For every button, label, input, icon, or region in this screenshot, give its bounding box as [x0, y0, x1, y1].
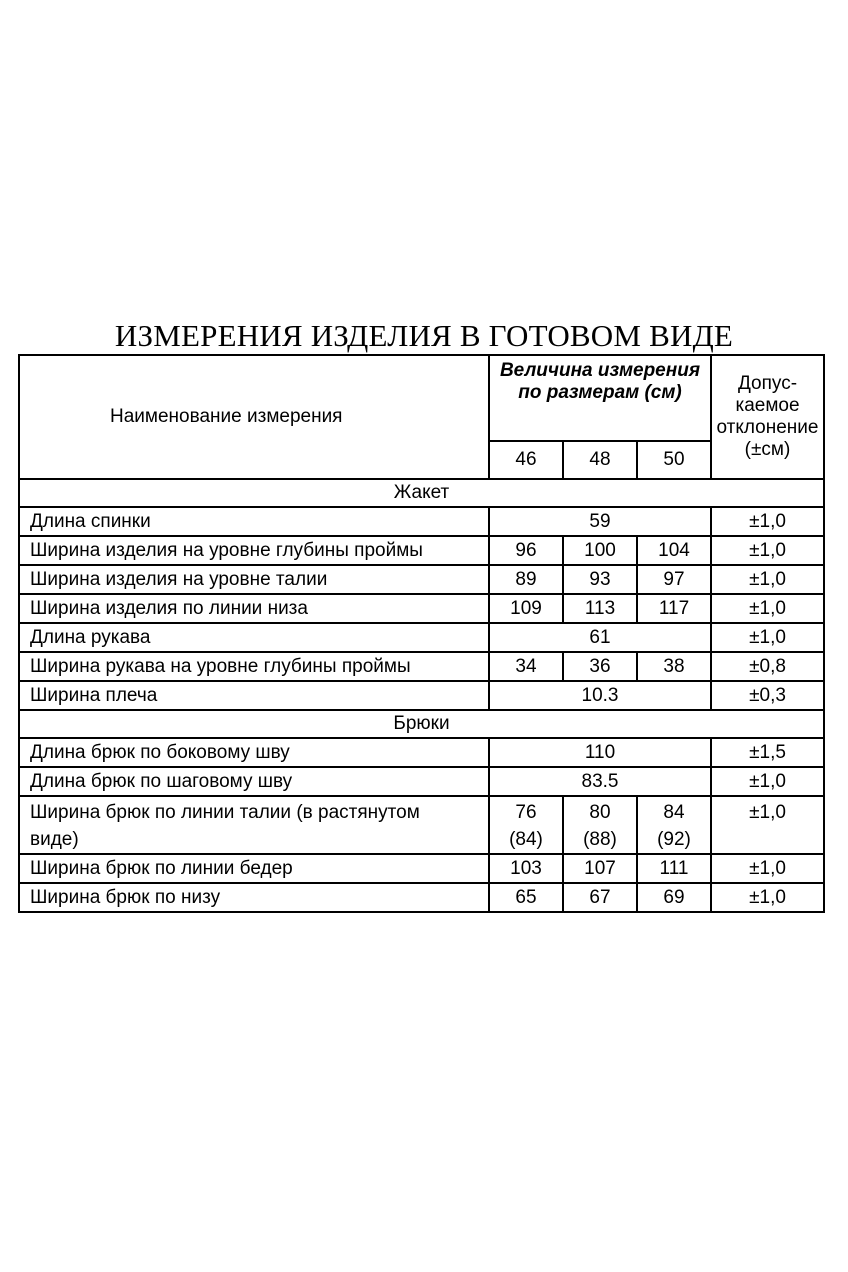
header-tol-line1: Допус- — [737, 373, 798, 394]
row-value-48 — [563, 796, 637, 854]
row-name: Ширина брюк по линии бедер — [19, 854, 489, 883]
row-name: Ширина рукава на уровне глубины проймы — [19, 652, 489, 681]
row-name — [19, 796, 489, 854]
size-46: 46 — [489, 441, 563, 479]
table-row — [19, 594, 824, 623]
header-value-line2: по размерам (см) — [518, 382, 682, 403]
header-tolerance-cell — [711, 355, 824, 479]
header-value-line1: Величина измерения — [499, 360, 701, 381]
row-tolerance: ±1,0 — [711, 796, 824, 854]
row-value: 59 — [489, 507, 711, 536]
header-tol-line3: отклонение — [716, 417, 819, 438]
row-value-46: 109 — [489, 594, 563, 623]
value-stretched: (84) — [509, 829, 543, 850]
size-50: 50 — [637, 441, 711, 479]
row-name: Длина рукава — [19, 623, 489, 652]
section-trousers: Брюки — [19, 710, 824, 738]
table-row — [19, 854, 824, 883]
table-row — [19, 536, 824, 565]
row-value-50: 117 — [637, 594, 711, 623]
value-stretched: (88) — [583, 829, 617, 850]
value-main: 80 — [589, 802, 611, 823]
row-value-48: 107 — [563, 854, 637, 883]
row-value-46: 34 — [489, 652, 563, 681]
row-name: Ширина изделия на уровне талии — [19, 565, 489, 594]
table-row — [19, 507, 824, 536]
row-tolerance: ±1,0 — [711, 767, 824, 796]
row-name: Ширина брюк по низу — [19, 883, 489, 912]
size-48: 48 — [563, 441, 637, 479]
table-row — [19, 738, 824, 767]
row-value-48: 93 — [563, 565, 637, 594]
table-row — [19, 681, 824, 710]
row-value: 83.5 — [489, 767, 711, 796]
row-value-50: 69 — [637, 883, 711, 912]
row-value-46 — [489, 796, 563, 854]
value-main: 76 — [515, 802, 537, 823]
row-tolerance: ±1,0 — [711, 883, 824, 912]
row-tolerance: ±1,0 — [711, 854, 824, 883]
row-value: 10.3 — [489, 681, 711, 710]
row-name: Ширина изделия на уровне глубины проймы — [19, 536, 489, 565]
row-tolerance: ±1,0 — [711, 507, 824, 536]
row-name: Ширина плеча — [19, 681, 489, 710]
row-name-line2: виде) — [30, 829, 79, 850]
row-value-48: 100 — [563, 536, 637, 565]
row-tolerance: ±1,0 — [711, 594, 824, 623]
value-main: 84 — [663, 802, 685, 823]
row-value-46: 103 — [489, 854, 563, 883]
row-value-50: 104 — [637, 536, 711, 565]
row-tolerance: ±0,3 — [711, 681, 824, 710]
table-row — [19, 767, 824, 796]
row-value-46: 65 — [489, 883, 563, 912]
header-row — [19, 355, 824, 441]
row-tolerance: ±1,0 — [711, 536, 824, 565]
page-title: ИЗМЕРЕНИЯ ИЗДЕЛИЯ В ГОТОВОМ ВИДЕ — [114, 318, 734, 353]
row-value-50: 38 — [637, 652, 711, 681]
header-tol-line4: (±см) — [744, 439, 791, 460]
row-value-50 — [637, 796, 711, 854]
measurements-table — [18, 354, 825, 913]
section-row — [19, 479, 824, 507]
table-row — [19, 796, 824, 854]
header-name-cell: Наименование измерения — [19, 355, 489, 479]
value-stretched: (92) — [657, 829, 691, 850]
row-name: Ширина изделия по линии низа — [19, 594, 489, 623]
table-row — [19, 652, 824, 681]
row-name: Длина брюк по боковому шву — [19, 738, 489, 767]
row-value-46: 96 — [489, 536, 563, 565]
row-value: 61 — [489, 623, 711, 652]
row-value-48: 113 — [563, 594, 637, 623]
table-row — [19, 883, 824, 912]
row-value-48: 67 — [563, 883, 637, 912]
row-value-50: 111 — [637, 854, 711, 883]
row-tolerance: ±1,0 — [711, 623, 824, 652]
row-name: Длина спинки — [19, 507, 489, 536]
row-value-46: 89 — [489, 565, 563, 594]
row-value-50: 97 — [637, 565, 711, 594]
row-name-line1: Ширина брюк по линии талии (в растянутом — [30, 802, 420, 823]
section-row — [19, 710, 824, 738]
row-value-48: 36 — [563, 652, 637, 681]
row-value: 110 — [489, 738, 711, 767]
header-tol-line2: каемое — [735, 395, 800, 416]
row-tolerance: ±1,5 — [711, 738, 824, 767]
table-row — [19, 623, 824, 652]
header-value-cell — [489, 355, 711, 441]
section-jacket: Жакет — [19, 479, 824, 507]
row-tolerance: ±0,8 — [711, 652, 824, 681]
table-row — [19, 565, 824, 594]
row-tolerance: ±1,0 — [711, 565, 824, 594]
row-name: Длина брюк по шаговому шву — [19, 767, 489, 796]
